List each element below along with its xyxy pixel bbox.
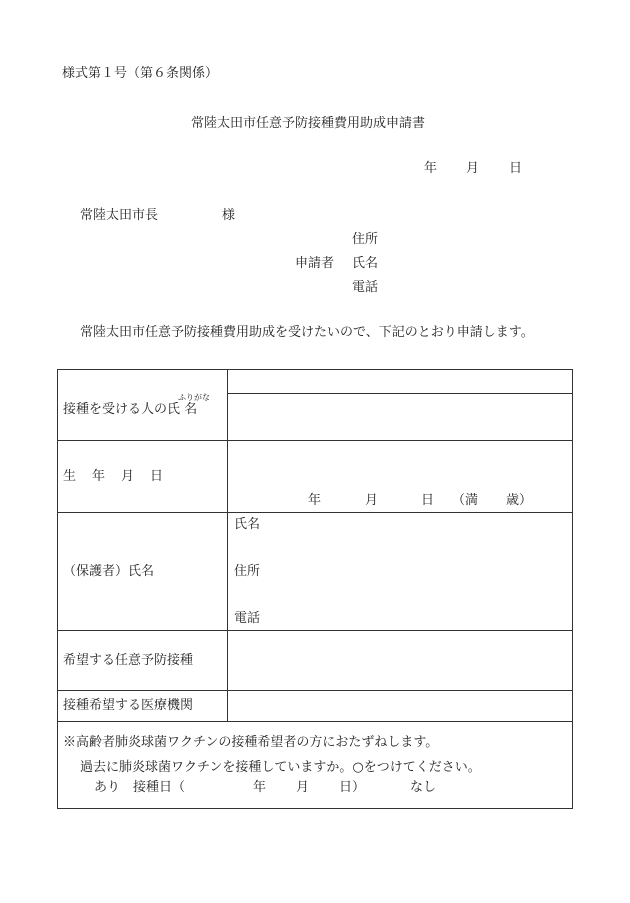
age-open: （満 [452,493,479,508]
age-close: 歳） [506,493,533,508]
addressee-name: 常陸太田市長 [80,208,159,223]
furigana-label: ふりがな [178,393,210,402]
applicant-name-label: 氏名 [352,256,379,271]
date-month-label: 月 [466,161,480,176]
note-year-unit: 年 [253,780,267,795]
birthdate-day-unit: 日 [421,493,435,508]
applicant-address-label: 住所 [352,232,379,247]
birthdate-label-year: 生 [63,469,77,484]
row-divider-2 [57,512,573,513]
row-divider-3 [57,630,573,631]
table-border-bottom [57,808,573,809]
note-no-option: なし [410,780,437,795]
institution-label: 接種希望する医療機関 [63,698,194,713]
guardian-label: （保護者）氏名 [63,564,155,579]
form-number: 様式第１号（第６条関係） [62,66,219,81]
birthdate-label-day: 日 [150,469,164,484]
note-day-unit: 日） [339,780,366,795]
birthdate-year-unit: 年 [308,493,322,508]
row-divider-4 [57,690,573,691]
intro-text: 常陸太田市任意予防接種費用助成を受けたいので、下記のとおり申請します。 [80,325,534,340]
row-divider-1 [57,440,573,441]
note-line-2: 過去に肺炎球菌ワクチンを接種していますか。○をつけてください。 [80,760,481,775]
birthdate-label-month: 月 [121,469,135,484]
birthdate-label-nen: 年 [92,469,106,484]
note-month-unit: 月 [296,780,310,795]
guardian-phone-label: 電話 [234,611,261,626]
guardian-name-label: 氏名 [234,517,261,532]
recipient-name-label: 接種を受ける人の氏 名 [63,402,198,417]
furigana-divider [227,393,573,394]
applicant-phone-label: 電話 [352,280,379,295]
date-day-label: 日 [509,161,523,176]
applicant-label: 申請者 [295,256,335,271]
note-date-label: 接種日（ [133,780,186,795]
table-border-right [572,369,573,809]
table-border-top [57,369,573,370]
table-column-divider [227,369,228,721]
row-divider-5 [57,721,573,722]
note-yes-option: あり [94,780,121,795]
table-border-left [57,369,58,809]
vaccine-label: 希望する任意予防接種 [63,653,194,668]
addressee-honorific: 様 [222,208,236,223]
date-year-label: 年 [424,161,438,176]
note-line-1: ※高齢者肺炎球菌ワクチンの接種希望者の方におたずねします。 [63,735,439,750]
guardian-address-label: 住所 [234,564,261,579]
document-title: 常陸太田市任意予防接種費用助成申請書 [191,116,426,131]
birthdate-month-unit: 月 [365,493,379,508]
